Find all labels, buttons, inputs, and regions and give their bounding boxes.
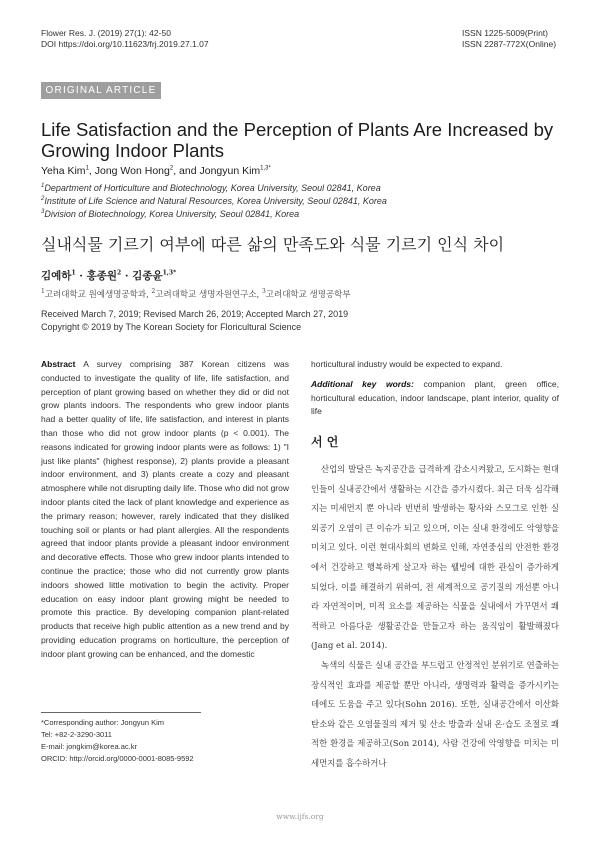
journal-citation: Flower Res. J. (2019) 27(1): 42-50: [41, 28, 171, 38]
korean-author-name: · 김종윤: [121, 270, 163, 282]
korean-author-sup: 2: [117, 269, 122, 277]
corresponding-author-footnote: [41, 717, 194, 765]
journal-header: [41, 28, 209, 50]
issn-print: ISSN 1225-5009(Print): [462, 28, 548, 38]
author-sup: 1,3*: [260, 165, 271, 172]
affiliation-num: 2: [41, 196, 45, 202]
affiliation-text: Division of Biotechnology, Korea University, Seoul 02841, Korea: [44, 209, 300, 219]
korean-affiliations: [41, 288, 351, 300]
section-heading-introduction: 서 언: [311, 435, 339, 449]
korean-author-sup: 1,3*: [162, 269, 177, 277]
submission-dates: Received March 7, 2019; Revised March 26, 2019; Accepted March 27, 2019: [41, 309, 349, 319]
korean-affil-num: 2: [151, 288, 156, 296]
abstract-label: Abstract: [41, 359, 76, 369]
affiliation-num: 3: [41, 209, 45, 215]
keywords-text: companion plant, green office, horticultural education, indoor landscape, plant interior, quality of life: [311, 378, 559, 417]
introduction-body: [311, 460, 559, 774]
author-phone: Tel: +82-2-3290-3011: [41, 730, 112, 739]
korean-author-name: 김예하: [41, 270, 72, 282]
abstract-text: A survey comprising 387 Korean citizens was conducted to investigate the quality of life, life satisfaction, and perception of plant growing based on whether they did or did not grow plants indoors. The respondents who grew indoor plants had a better quality of life, life satisfaction, and interest in plants than those who did not grow indoor plants (p < 0.001). The reasons indicated for growing indoor plants were as follows: 1) "I just like plants" (highest response), 2) plants provide a pleasant indoor environment, and 3) plants create a cozy and pleasant atmosphere while not disrupting daily life. Those who did not grow indoor plants cited the lack of plant knowledge and experience as the primary reason; however, rarely indicated that they disliked touching soil or plants or had plant allergies. All the respondents agreed that indoor plants provide a pleasant indoor environment and decorative effects. Those who grew indoor plants intended to continue the practice; those who did not currently grow plants indoors showed little motivation to begin the activity. Proper education on easy indoor plant growing might be needed to promote this practice. By developing companion plant-related products that receive high public attention as a new trend and by providing education programs on horticulture, the perception of indoor plant growing can be enhanced, and the domestic: [41, 359, 289, 659]
author-sup: 2: [169, 165, 174, 172]
affiliation-text: Institute of Life Science and Natural Resources, Korea University, Seoul 02841, Korea: [44, 196, 387, 206]
introduction-paragraph: 산업의 발달은 녹지공간을 급격하게 감소시켜왔고, 도시화는 현대인들이 실내공간에서 생활하는 시간을 증가시켰다. 최근 더욱 심각해지는 미세먼지 뿐 아니라 빈번히 발생하는 황사와 스모그로 인한 실외공기 오염이 큰 이슈가 되고 있으며, 이는 실내 환경에도 악영향을 미치고 있다. 이런 현대사회의 변화로 인해, 자연중심의 안전한 환경에서 건강하고 행복하게 살고자 하는 웰빙에 대한 관심이 증가하게 되었다. 이를 해결하기 위하여, 전 세계적으로 공기질의 개선뿐 아니라 자연적이며, 미적 요소를 제공하는 식물을 실내에서 가꾸면서 쾌적하고 아름다운 생활공간을 만들고자 하는 움직임이 활발해졌다(Jang et al. 2014).: [311, 464, 559, 651]
author-name: , Jong Won Hong: [88, 165, 170, 177]
abstract-continuation-block: [311, 358, 559, 419]
keywords-label: Additional key words:: [311, 378, 414, 389]
paper-title: [41, 119, 561, 161]
footnote-divider: [41, 712, 201, 713]
korean-title: 실내식물 기르기 여부에 따른 삶의 만족도와 식물 기르기 인식 차이: [41, 235, 505, 254]
author-name: Yeha Kim: [41, 165, 86, 177]
article-type-label: ORIGINAL ARTICLE: [45, 85, 157, 96]
korean-author-name: · 홍종원: [75, 270, 118, 282]
introduction-paragraph: 녹색의 식물은 실내 공간을 부드럽고 안정적인 분위기로 연출하는 장식적인 효과를 제공할 뿐만 아니라, 생명력과 활력을 증가시키는 데에도 도움을 주고 있다(Sohn 2016). 또한, 실내공간에서 이산화탄소와 같은 오염물질의 제거 및 산소 방출과 실내 온·습도 조절로 쾌적한 환경을 제공하고(Son 2014), 사람 건강에 악영향을 미치는 미세먼지를 흡수하거나: [311, 659, 559, 768]
author-email[interactable]: E-mail: jongkim@korea.ac.kr: [41, 742, 137, 751]
corresponding-author: *Corresponding author: Jongyun Kim: [41, 718, 164, 727]
korean-affil-num: 1: [41, 288, 45, 296]
korean-affil-text: 고려대학교 생명공학부: [265, 290, 351, 300]
affiliation-num: 1: [41, 183, 45, 189]
abstract-continuation: horticultural industry would be expected to expand.: [311, 359, 503, 369]
abstract: [41, 358, 289, 662]
korean-affil-num: 3: [261, 288, 266, 296]
paper-title-line2: Growing Indoor Plants: [41, 140, 225, 161]
author-sup: 1: [85, 165, 89, 172]
journal-website-footer[interactable]: www.ijfs.org: [276, 812, 324, 821]
issn-online: ISSN 2287-772X(Online): [462, 39, 557, 49]
korean-author-list: [41, 268, 176, 283]
korean-author-sup: 1: [71, 269, 76, 277]
keywords: [311, 378, 559, 419]
affiliation-text: Department of Horticulture and Biotechnology, Korea University, Seoul 02841, Korea: [44, 183, 381, 193]
affiliation-3: [41, 209, 299, 219]
article-type-ribbon: [41, 82, 161, 99]
korean-affil-text: 고려대학교 생명자원연구소,: [155, 290, 262, 300]
issn-header: [462, 28, 556, 50]
korean-affil-text: 고려대학교 원예생명공학과,: [44, 290, 152, 300]
affiliation-2: [41, 196, 387, 206]
author-list: [41, 165, 271, 177]
paper-title-line1: Life Satisfaction and the Perception of Plants Are Increased by: [41, 119, 554, 140]
affiliation-1: [41, 183, 381, 193]
author-orcid[interactable]: ORCID: http://orcid.org/0000-0001-8085-9592: [41, 754, 194, 763]
doi-link[interactable]: DOI https://doi.org/10.11623/frj.2019.27.1.07: [41, 39, 209, 49]
author-name: , and Jongyun Kim: [173, 165, 261, 177]
copyright-notice: Copyright © 2019 by The Korean Society for Floricultural Science: [41, 322, 302, 332]
